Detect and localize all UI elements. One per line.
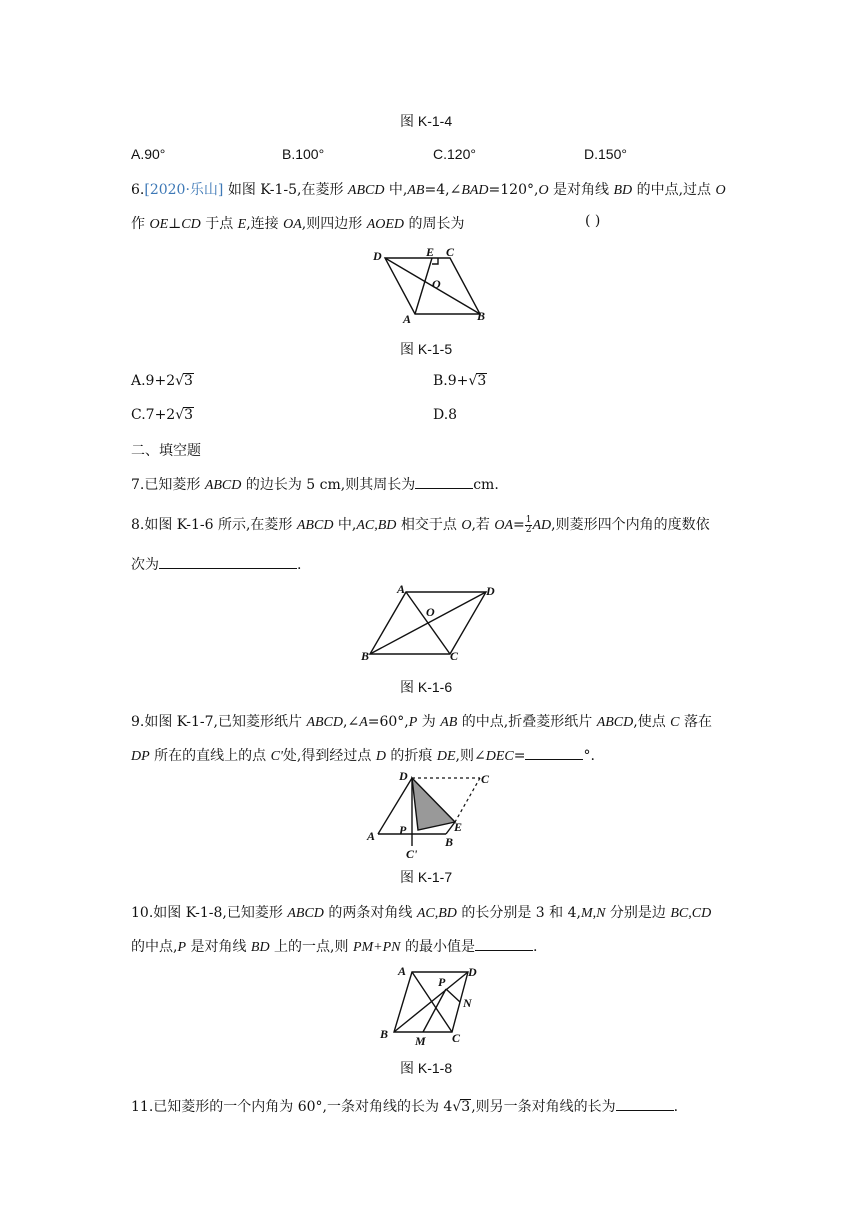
q5-option-b: B.100° [282, 146, 325, 162]
figure-k-1-6 [358, 580, 508, 666]
label-o: O [432, 277, 441, 291]
q10-text-part: 的长分别是 3 和 4, [456, 905, 581, 921]
label-o: O [426, 605, 435, 619]
q6-answer-parentheses: ( ) [585, 213, 601, 229]
q6-text: 中, [384, 182, 408, 198]
q9-text-part: =60°, [367, 714, 409, 730]
var: O [715, 183, 726, 198]
label-n: N [463, 996, 472, 1010]
figure-caption-k-1-5: 图 K-1-5 [400, 341, 453, 357]
figure-caption-k-1-4: 图 K-1-4 [400, 113, 453, 129]
q7-text-part: cm. [473, 477, 499, 493]
q9-line-1 [131, 711, 712, 731]
q9-text-part: = [513, 748, 526, 764]
label-a: A [367, 829, 376, 843]
option-text: C.7+2 [131, 407, 176, 423]
segment-mp [423, 989, 446, 1032]
q6-number: 6. [131, 182, 145, 198]
q9-text-part: 落在 [679, 714, 712, 730]
var: CD [181, 217, 201, 232]
q11-text-part: 11.已知菱形的一个内角为 60°,一条对角线的长为 4 [131, 1099, 453, 1115]
q7-text-part: 7.已知菱形 [131, 477, 205, 493]
var: BD [250, 940, 270, 955]
var: OA [283, 217, 302, 232]
q6-text: =4,∠ [424, 182, 462, 198]
option-text: A.9+2 [131, 373, 176, 389]
diagonal-bd [394, 972, 468, 1032]
label-m: M [415, 1034, 426, 1048]
q11-answer-blank[interactable] [616, 1098, 674, 1111]
var: O [538, 183, 549, 198]
label-d: D [486, 584, 495, 598]
q8-text-part: . [297, 557, 302, 573]
var: O [461, 518, 472, 533]
segment-pn [446, 989, 460, 1002]
label-d: D [468, 965, 477, 979]
var: C' [270, 749, 283, 764]
sqrt-radicand: 3 [461, 1099, 471, 1115]
q6-text: ,连接 [246, 216, 284, 232]
label-a: A [398, 964, 407, 978]
label-c: C [450, 649, 459, 663]
q6-text: 如图 K-1-5,在菱形 [223, 182, 348, 198]
var: ABCD [596, 715, 634, 730]
q5-option-a: A.90° [131, 146, 166, 162]
var: OA [494, 518, 514, 533]
label-e: E [426, 245, 435, 259]
q6-text: 作 [131, 216, 150, 232]
label-e: E [454, 820, 463, 834]
figure-k-1-8 [372, 962, 492, 1048]
q6-text: 的周长为 [404, 216, 465, 232]
q8-text-part: 中, [333, 517, 357, 533]
q11-text-part: . [673, 1099, 679, 1115]
sqrt-radicand: 3 [184, 373, 193, 389]
q8-text-part: = [513, 517, 525, 533]
var: DP [131, 749, 150, 764]
var: P [177, 940, 187, 955]
var: E [237, 217, 247, 232]
figure-k-1-5 [370, 244, 490, 326]
q7-text [131, 474, 499, 494]
q5-option-c: C.120° [433, 146, 476, 162]
var: BC,CD [670, 906, 712, 921]
q6-option-c: C.7+2√3 [131, 407, 194, 423]
q8-answer-blank[interactable] [159, 556, 297, 569]
var: ABCD [296, 518, 334, 533]
q9-line-2 [131, 745, 595, 765]
q10-text-part: 10.如图 K-1-8,已知菱形 [131, 905, 288, 921]
var: AB [440, 715, 458, 730]
q9-answer-blank[interactable] [525, 747, 583, 760]
var: P [408, 715, 418, 730]
var: ABCD [347, 183, 385, 198]
q8-text-part: 次为 [131, 557, 159, 573]
side-da [378, 778, 412, 834]
sqrt-radicand: 3 [184, 407, 194, 423]
var: AD [532, 518, 552, 533]
q9-text-part: 所在的直线上的点 [149, 748, 271, 764]
label-d: D [399, 769, 408, 783]
var: AB [407, 183, 425, 198]
q10-text-part: 的两条对角线 [323, 905, 417, 921]
q5-option-d: D.150° [584, 146, 627, 162]
q9-text-part: 处,得到经过点 [282, 748, 376, 764]
section-heading-fill-in: 二、填空题 [131, 443, 201, 459]
q11-text: 11.已知菱形的一个内角为 60°,一条对角线的长为 4√3,则另一条对角线的长为 . [131, 1099, 679, 1115]
q8-text-part: 相交于点 [396, 517, 462, 533]
figure-caption-k-1-7: 图 K-1-7 [400, 869, 453, 885]
var: D [375, 749, 386, 764]
label-a: A [397, 582, 406, 596]
q8-text-part: ,若 [471, 517, 495, 533]
q6-text: 是对角线 [548, 182, 614, 198]
q9-text-part: ,∠ [343, 714, 360, 730]
q10-text-part: 分别是边 [605, 905, 671, 921]
var: C [670, 715, 680, 730]
fraction-numerator: 1 [525, 514, 532, 525]
q6-text: ⊥ [168, 216, 182, 232]
var: OE [149, 217, 169, 232]
sqrt-radicand: 3 [477, 373, 487, 389]
q8-line-1 [131, 514, 710, 535]
q6-text: ,则四边形 [301, 216, 367, 232]
dashed-ce [455, 778, 480, 822]
var: DE [436, 749, 456, 764]
q8-line-2 [131, 554, 301, 574]
figure-caption-k-1-6: 图 K-1-6 [400, 679, 453, 695]
label-b: B [477, 309, 486, 323]
label-c: C [446, 245, 455, 259]
var: ABCD [287, 906, 324, 921]
var: BAD [461, 183, 489, 198]
figure-k-1-7 [360, 768, 500, 860]
label-p: P [438, 975, 446, 989]
label-c: C [452, 1031, 461, 1045]
q9-text-part: 9.如图 K-1-7,已知菱形纸片 [131, 714, 307, 730]
var: A [359, 715, 368, 730]
q10-text-part: 是对角线 [186, 939, 251, 955]
label-b: B [380, 1027, 389, 1041]
label-b: B [445, 835, 454, 849]
var: BD [613, 183, 633, 198]
q9-text-part: 的折痕 [385, 748, 437, 764]
q10-line-1 [131, 902, 711, 922]
q7-answer-blank[interactable] [415, 476, 473, 489]
option-text: B.9+ [433, 373, 469, 389]
q6-option-a: A.9+2√3 [131, 373, 193, 389]
var: AC,BD [416, 906, 457, 921]
q6-text: 的中点,过点 [632, 182, 716, 198]
var: M,N [580, 906, 606, 921]
q9-text-part: 的中点,折叠菱形纸片 [457, 714, 597, 730]
q10-text-part: 上的一点,则 [269, 939, 353, 955]
q11-text-part: ,则另一条对角线的长为 [471, 1099, 616, 1115]
label-c-prime: C' [406, 847, 418, 860]
segment-aoe [415, 258, 432, 314]
var: AOED [366, 217, 405, 232]
var: DEC [485, 749, 514, 764]
label-p: P [399, 823, 407, 837]
q6-option-b: B.9+√3 [433, 373, 487, 389]
q9-text-part: ,使点 [633, 714, 671, 730]
q6-text: =120°, [488, 182, 539, 198]
q10-answer-blank[interactable] [475, 938, 533, 951]
q9-text-part: ,则∠ [455, 748, 486, 764]
var: ABCD [204, 478, 242, 493]
label-a: A [403, 312, 412, 326]
fraction-denominator: 2 [525, 524, 532, 535]
q6-text: 于点 [200, 216, 238, 232]
q9-text-part: 为 [417, 714, 441, 730]
q10-line-2 [131, 936, 537, 956]
label-b: B [361, 649, 370, 663]
var: ABCD [306, 715, 343, 730]
q6-line-2 [131, 213, 464, 233]
q6-line-1 [131, 179, 726, 199]
q8-text-part: 8.如图 K-1-6 所示,在菱形 [131, 517, 297, 533]
var: AC,BD [356, 518, 397, 533]
var: PM+PN [352, 940, 401, 955]
q10-text-part: . [532, 939, 538, 955]
q9-text-part: °. [583, 748, 595, 764]
label-d: D [373, 249, 382, 263]
figure-caption-k-1-8: 图 K-1-8 [400, 1060, 453, 1076]
label-c: C [481, 772, 490, 786]
q10-text-part: 的最小值是 [400, 939, 475, 955]
q8-text-part: ,则菱形四个内角的度数依 [551, 517, 710, 533]
q6-option-d: D.8 [433, 407, 458, 423]
q10-text-part: 的中点, [131, 939, 178, 955]
q6-source-tag: [2020·乐山] [144, 182, 224, 198]
q7-text-part: 的边长为 5 cm,则其周长为 [241, 477, 416, 493]
folded-triangle [412, 778, 455, 830]
